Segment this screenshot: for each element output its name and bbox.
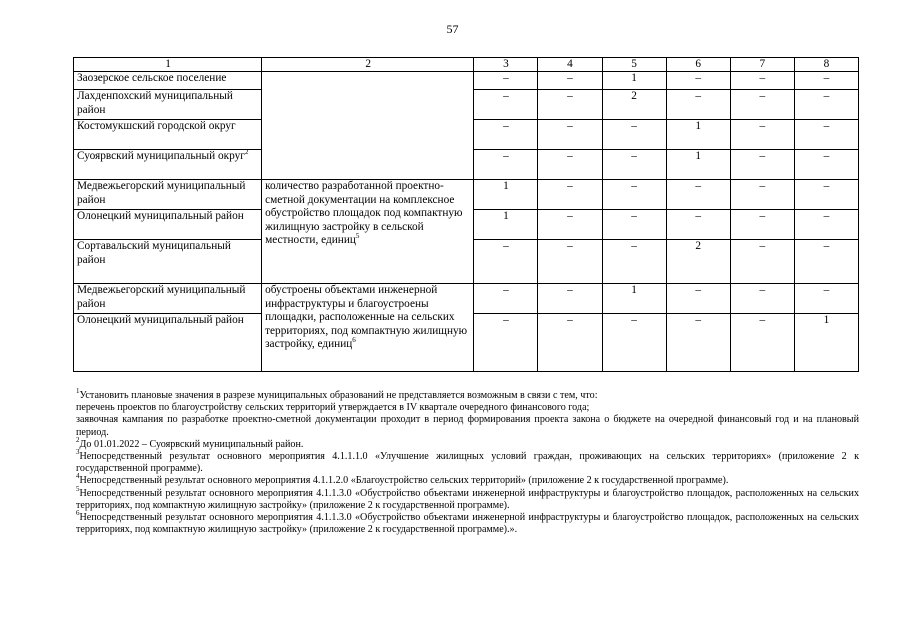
footnote: перечень проектов по благоустройству сельских территорий утверждается в IV квартале очередного финансового года; <box>76 402 590 414</box>
value-cell: – <box>474 240 538 284</box>
value-cell: 1 <box>474 210 538 240</box>
header-cell: 5 <box>602 58 666 72</box>
value-cell: 1 <box>794 314 858 372</box>
header-cell: 4 <box>538 58 602 72</box>
value-cell: – <box>666 180 730 210</box>
value-cell: – <box>538 240 602 284</box>
value-cell: – <box>794 120 858 150</box>
value-cell: 1 <box>666 150 730 180</box>
value-cell: – <box>474 72 538 90</box>
value-cell: – <box>666 90 730 120</box>
footnote-mark: 2 <box>244 148 249 156</box>
municipality-name: Медвежьегорский муниципальный район <box>74 180 262 210</box>
municipality-name: Суоярвский муниципальный округ$^2$ <box>74 150 262 180</box>
value-cell: – <box>538 210 602 240</box>
value-cell: – <box>474 314 538 372</box>
header-row <box>74 58 859 72</box>
value-cell: – <box>794 284 858 314</box>
value-cell: – <box>474 90 538 120</box>
footnote-mark: 5 <box>76 484 80 493</box>
value-cell: – <box>730 72 794 90</box>
value-cell: – <box>730 314 794 372</box>
page-number: 57 <box>446 22 459 36</box>
value-cell: 2 <box>666 240 730 284</box>
value-cell: – <box>730 180 794 210</box>
footnote: $^1$Установить плановые значения в разрезе муниципальных образований не представляется возможным в связи с тем, что: <box>76 387 598 401</box>
value-cell: – <box>730 284 794 314</box>
value-cell: – <box>730 150 794 180</box>
value-cell: 2 <box>602 90 666 120</box>
footnote: $^4$Непосредственный результат основного мероприятия 4.1.1.2.0 «Благоустройство сельских территорий» (приложение 2 к государственной программе). <box>76 472 729 487</box>
value-cell: – <box>730 240 794 284</box>
value-cell: – <box>538 150 602 180</box>
value-cell: – <box>666 284 730 314</box>
table-row <box>74 180 859 210</box>
table-row <box>74 72 859 90</box>
footnote: $^3$Непосредственный результат основного мероприятия 4.1.1.1.0 «Улучшение жилищных условий граждан, проживающих на сельских территориях» (приложение 2 к государственной программе). <box>76 448 859 475</box>
value-cell: – <box>794 180 858 210</box>
value-cell: – <box>538 314 602 372</box>
value-cell: – <box>538 90 602 120</box>
value-cell: – <box>794 90 858 120</box>
footnote: $^5$Непосредственный результат основного мероприятия 4.1.1.3.0 «Обустройство объектами инженерной инфраструктуры и благоустройство площадок, расположенных на сельских территориях, под компактную жилищную застройку» (приложение 2 к государственной программе). <box>76 484 859 511</box>
footnote-mark: 6 <box>76 509 80 518</box>
value-cell: – <box>730 210 794 240</box>
value-cell: – <box>666 210 730 240</box>
indicator-name <box>262 72 474 180</box>
value-cell: – <box>602 210 666 240</box>
header-cell: 2 <box>262 58 474 72</box>
value-cell: – <box>538 120 602 150</box>
value-cell: 1 <box>474 180 538 210</box>
value-cell: 1 <box>602 284 666 314</box>
value-cell: – <box>538 180 602 210</box>
indicator-name: обустроены объектами инженерной инфраструктуры и благоустроены площадки, расположенные на сельских территориях, под компактную жилищную застройку, единиц$^6$ <box>262 284 474 372</box>
footnote-mark: 2 <box>76 435 80 444</box>
value-cell: – <box>602 150 666 180</box>
footnote-mark: 6 <box>352 336 356 344</box>
value-cell: – <box>538 284 602 314</box>
table-row <box>74 284 859 314</box>
value-cell: – <box>474 150 538 180</box>
footnote: заявочная кампания по разработке проектно-сметной документации проходит в период формирования проекта закона о бюджете на очередной финансовый год и на плановый период. <box>76 414 859 438</box>
value-cell: – <box>794 240 858 284</box>
indicators-table <box>73 57 859 372</box>
value-cell: – <box>474 284 538 314</box>
municipality-name: Сортавальский муниципальный район <box>74 240 262 284</box>
value-cell: – <box>474 120 538 150</box>
footnote-mark: 4 <box>76 472 80 481</box>
footnote-mark: 5 <box>355 232 360 240</box>
header-cell: 7 <box>730 58 794 72</box>
value-cell: 1 <box>602 72 666 90</box>
value-cell: – <box>602 240 666 284</box>
header-cell: 6 <box>666 58 730 72</box>
footnote: $^6$Непосредственный результат основного мероприятия 4.1.1.3.0 «Обустройство объектами инженерной инфраструктуры и благоустройство площадок, расположенных на сельских территориях, под компактную жилищную застройку» (приложение 2 к государственной программе).». <box>76 509 859 536</box>
municipality-name: Заозерское сельское поселение <box>74 72 262 90</box>
header-cell: 3 <box>474 58 538 72</box>
footnote: $^2$До 01.01.2022 – Суоярвский муниципальный район. <box>76 435 304 450</box>
municipality-name: Костомукшский городской округ <box>74 120 262 150</box>
header-cell: 1 <box>74 58 262 72</box>
value-cell: – <box>730 120 794 150</box>
value-cell: – <box>666 72 730 90</box>
footnote-mark: 3 <box>76 448 80 457</box>
value-cell: – <box>794 72 858 90</box>
municipality-name: Лахденпохский муниципальный район <box>74 90 262 120</box>
indicator-name: количество разработанной проектно-сметной документации на комплексное обустройство площадок под компактную жилищную застройку в сельской местности, единиц$^5$ <box>262 180 474 284</box>
header-cell: 8 <box>794 58 858 72</box>
value-cell: – <box>538 72 602 90</box>
value-cell: – <box>794 210 858 240</box>
value-cell: 1 <box>666 120 730 150</box>
municipality-name: Медвежьегорский муниципальный район <box>74 284 262 314</box>
municipality-name: Олонецкий муниципальный район <box>74 210 262 240</box>
footnote-mark: 1 <box>76 387 80 395</box>
value-cell: – <box>602 314 666 372</box>
municipality-name: Олонецкий муниципальный район <box>74 314 262 372</box>
value-cell: – <box>794 150 858 180</box>
footnotes <box>76 387 859 536</box>
value-cell: – <box>666 314 730 372</box>
value-cell: – <box>602 120 666 150</box>
value-cell: – <box>602 180 666 210</box>
value-cell: – <box>730 90 794 120</box>
